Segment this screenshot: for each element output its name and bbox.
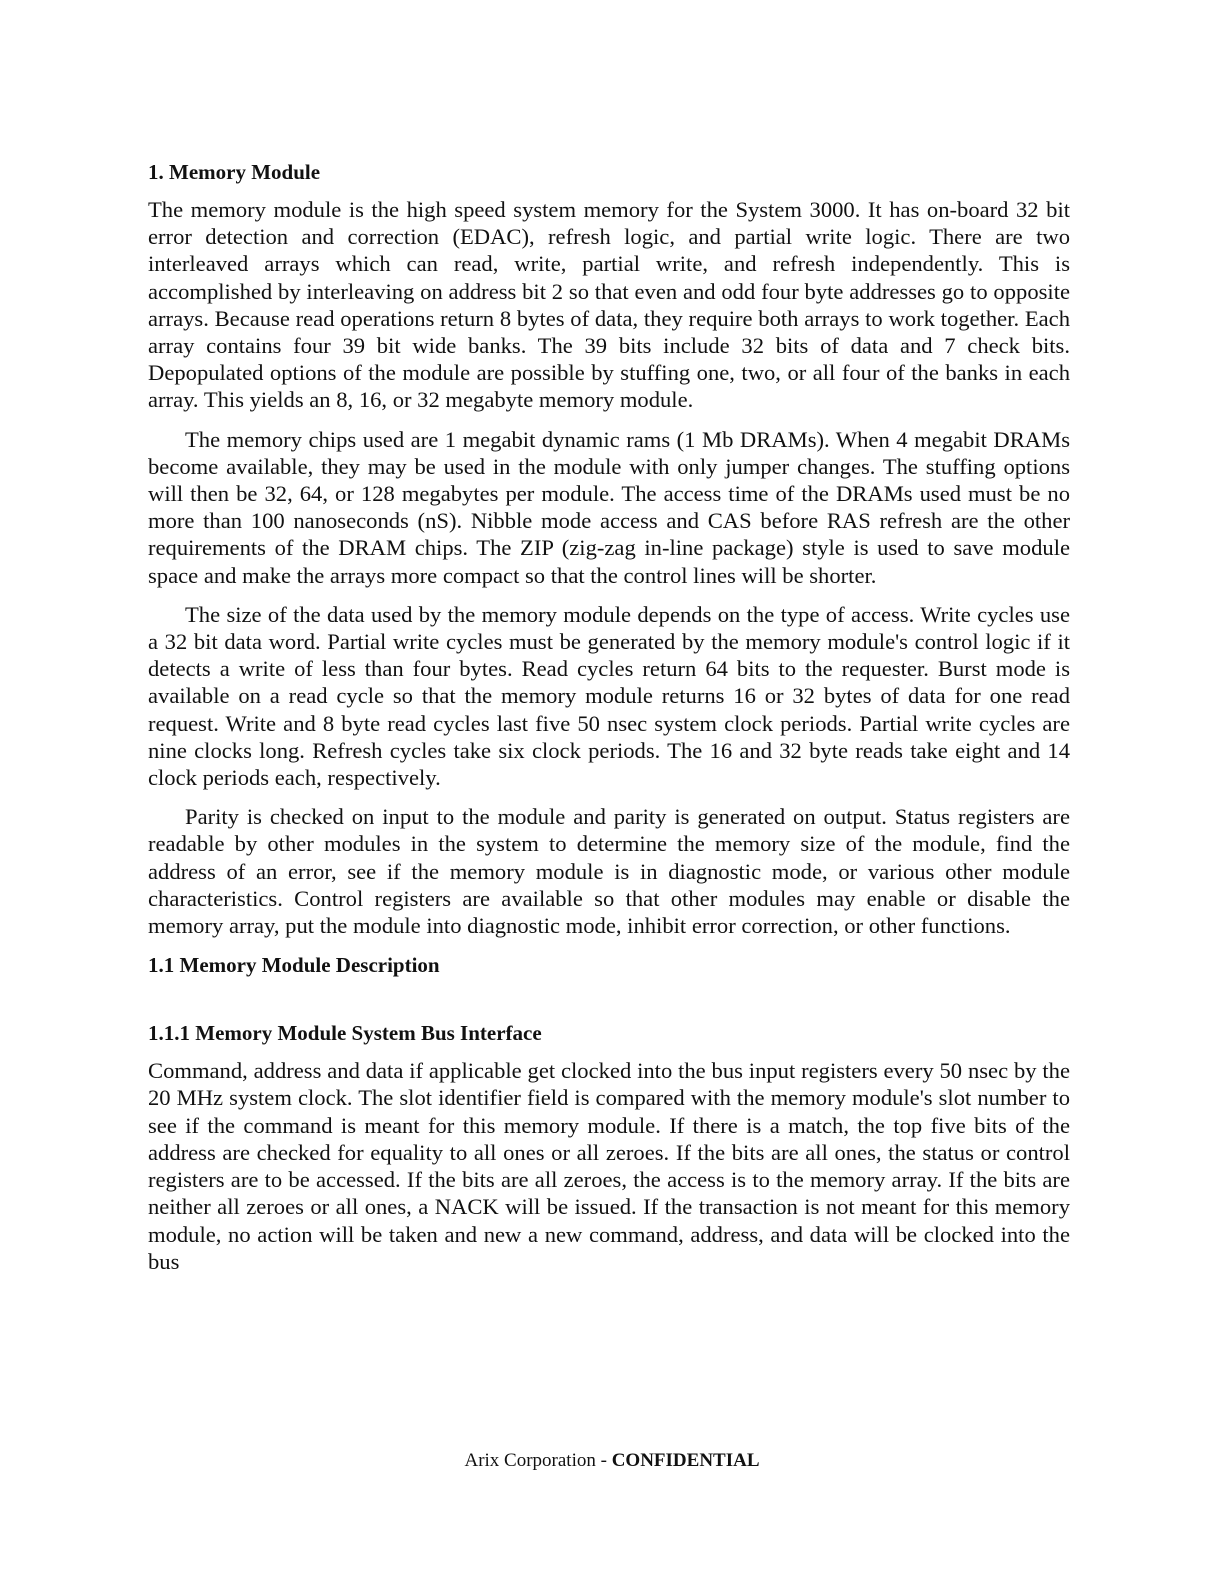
subsection-heading-module-description: 1.1 Memory Module Description [148, 953, 440, 978]
page-footer [0, 1449, 1224, 1473]
body-paragraph: The memory module is the high speed system memory for the System 3000. It has on-board 32 bit error detection and correction (EDAC), refresh logic, and partial write logic. There are two interleaved arrays which can read, write, partial write, and refresh independently. This is accomplished by interleaving on address bit 2 so that even and odd four byte addresses go to opposite arrays. Because read operations return 8 bytes of data, they require both arrays to work together. Each array contains four 39 bit wide banks. The 39 bits include 32 bits of data and 7 check bits. Depopulated options of the module are possible by stuffing one, two, or all four of the banks in each array. This yields an 8, 16, or 32 megabyte memory module. [148, 197, 1070, 413]
body-paragraph: The memory chips used are 1 megabit dynamic rams (1 Mb DRAMs). When 4 megabit DRAMs become available, they may be used in the module with only jumper changes. The stuffing options will then be 32, 64, or 128 megabytes per module. The access time of the DRAMs used must be no more than 100 nanoseconds (nS). Nibble mode access and CAS before RAS refresh are the other requirements of the DRAM chips. The ZIP (zig-zag in-line package) style is used to save module space and make the arrays more compact so that the control lines will be shorter. [148, 426, 1070, 588]
section-heading-memory-module: 1. Memory Module [148, 160, 321, 184]
body-paragraph: Parity is checked on input to the module and parity is generated on output. Status registers are readable by other modules in the system to determine the memory size of the module, find the address of an error, see if the memory module is in diagnostic mode, or various other module characteristics. Control registers are available so that other modules may enable or disable the memory array, put the module into diagnostic mode, inhibit error correction, or other functions. [148, 804, 1070, 939]
body-paragraph: The size of the data used by the memory module depends on the type of access. Write cycles use a 32 bit data word. Partial write cycles must be generated by the memory module's control logic if it detects a write of less than four bytes. Read cycles return 64 bits to the requester. Burst mode is available on a read cycle so that the memory module returns 16 or 32 bytes of data for one read request. Write and 8 byte read cycles last five 50 nsec system clock periods. Partial write cycles are nine clocks long. Refresh cycles take six clock periods. The 16 and 32 byte reads take eight and 14 clock periods each, respectively. [148, 601, 1070, 791]
document-page [148, 158, 1070, 1287]
body-paragraph: Command, address and data if applicable get clocked into the bus input registers every 50 nsec by the 20 MHz system clock. The slot identifier field is compared with the memory module's slot number to see if the command is meant for this memory module. If there is a match, the top five bits of the address are checked for equality to all ones or all zeroes. If the bits are all ones, the status or control registers are to be accessed. If the bits are all zeroes, the access is to the memory array. If the bits are neither all zeroes or all ones, a NACK will be issued. If the transaction is not meant for this memory module, no action will be taken and new a new command, address, and data will be clocked into the bus [148, 1058, 1070, 1274]
subsection-heading-system-bus-interface: 1.1.1 Memory Module System Bus Interface [148, 1021, 542, 1046]
footer-confidential: CONFIDENTIAL [611, 1450, 760, 1471]
footer-company: Arix Corporation - [464, 1450, 612, 1471]
